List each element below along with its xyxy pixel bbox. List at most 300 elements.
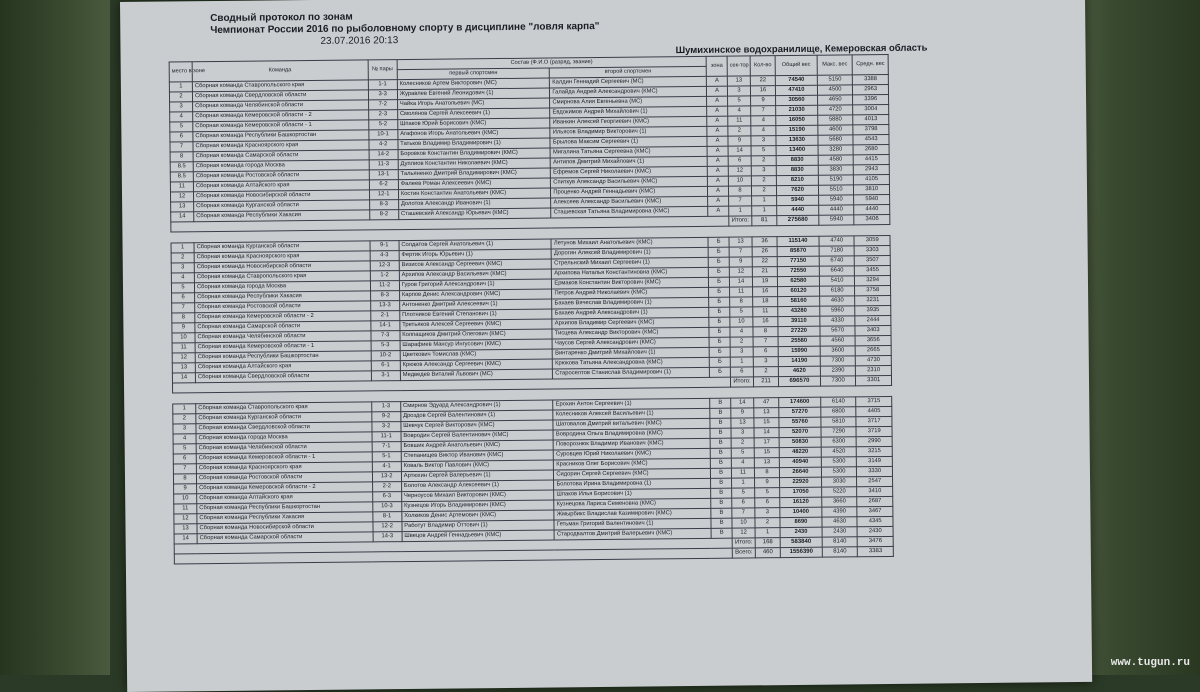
cell-team: Сборная команда Ростовской области xyxy=(193,170,369,182)
cell-first-athlete: Колесников Артем Викторович (МС) xyxy=(397,78,550,90)
cell-first-athlete: Степанищев Виктор Иванович (КМС) xyxy=(401,450,554,462)
cell-count: 7 xyxy=(753,337,778,347)
cell-second-athlete: Шатовалов Дмитрий витальевич (КМС) xyxy=(553,418,710,430)
cell-max-weight: 5680 xyxy=(818,135,854,145)
cell-first-athlete: Болотов Александр Алексеевич (1) xyxy=(401,480,554,492)
results-table xyxy=(169,54,894,565)
cell-max-weight: 5190 xyxy=(818,175,854,185)
cell-total-weight: 43280 xyxy=(778,306,820,316)
zone-total-avg: 3476 xyxy=(858,536,894,546)
cell-place: 10 xyxy=(174,494,197,504)
cell-second-athlete: Смирнова Алия Евгеньевна (МС) xyxy=(550,96,707,108)
cell-second-athlete: Бахаев Андрей Александрович (1) xyxy=(552,307,709,319)
cell-team: Сборная команда Ставропольского края xyxy=(192,80,368,92)
cell-place: 11 xyxy=(172,343,195,353)
cell-team: Сборная команда Красноярского края xyxy=(194,251,370,263)
cell-max-weight: 3030 xyxy=(821,477,857,487)
zone-total-max: 8140 xyxy=(822,537,858,547)
cell-avg-weight: 5940 xyxy=(854,194,890,204)
cell-first-athlete: Журавлев Евгений Леонидович (1) xyxy=(397,88,550,100)
cell-team: Сборная команда Ставропольского края xyxy=(194,271,370,283)
cell-avg-weight: 3507 xyxy=(855,255,891,265)
cell-count: 3 xyxy=(753,357,778,367)
cell-count: 16 xyxy=(753,317,778,327)
cell-sector: 6 xyxy=(728,156,751,166)
cell-zone: В xyxy=(710,408,731,418)
cell-count: 13 xyxy=(754,408,779,418)
cell-zone: А xyxy=(707,106,728,116)
cell-place: 12 xyxy=(170,192,193,202)
cell-first-athlete: Кузнецов Игорь Владимирович (КМС) xyxy=(402,500,555,512)
cell-sector: 10 xyxy=(730,317,753,327)
grand-total-max: 8140 xyxy=(822,547,858,557)
cell-second-athlete: Спиткув Александр Васильевич (КМС) xyxy=(551,176,708,188)
cell-avg-weight: 3455 xyxy=(855,265,891,275)
cell-pair: 10-3 xyxy=(372,502,401,512)
grand-total-avg: 3383 xyxy=(858,546,894,556)
cell-sector: 13 xyxy=(729,237,752,247)
cell-sector: 12 xyxy=(732,528,755,538)
cell-place: 7 xyxy=(170,142,193,152)
cell-first-athlete: Сташевский Александр Юрьевич (КМС) xyxy=(398,208,551,220)
cell-avg-weight: 2444 xyxy=(855,315,891,325)
cell-avg-weight: 3935 xyxy=(855,305,891,315)
cell-second-athlete: Староселтов Станислав Владимирович (1) xyxy=(553,367,710,379)
cell-count: 1 xyxy=(752,196,777,206)
cell-first-athlete: Тальяненко Дмитрий Владимирович (КМС) xyxy=(398,168,551,180)
cell-first-athlete: Плотников Евгений Степанович (1) xyxy=(400,309,553,321)
cell-avg-weight: 3715 xyxy=(856,396,892,406)
cell-place: 8.5 xyxy=(170,162,193,172)
cell-max-weight: 4740 xyxy=(819,236,855,246)
cell-second-athlete: Архипов Владимир Сергеевич (КМС) xyxy=(552,317,709,329)
cell-team: Сборная команда Челябинской области xyxy=(196,442,372,454)
cell-first-athlete: Шарафиев Мансур Ингусович (КМС) xyxy=(400,339,553,351)
cell-zone: А xyxy=(707,136,728,146)
cell-count: 1 xyxy=(752,206,777,216)
cell-max-weight: 7180 xyxy=(819,246,855,256)
cell-place: 13 xyxy=(172,363,195,373)
cell-max-weight: 4500 xyxy=(817,85,853,95)
cell-pair: 7-1 xyxy=(372,442,401,452)
cell-total-weight: 25580 xyxy=(778,336,820,346)
cell-pair: 8-3 xyxy=(369,200,398,210)
cell-place: 2 xyxy=(171,253,194,263)
cell-total-weight: 52070 xyxy=(779,427,821,437)
cell-max-weight: 3280 xyxy=(818,145,854,155)
cell-sector: 6 xyxy=(730,367,753,377)
cell-place: 8.5 xyxy=(170,172,193,182)
cell-first-athlete: Архипов Александр Васильевич (КМС) xyxy=(399,269,552,281)
cell-avg-weight: 2943 xyxy=(854,164,890,174)
col-total-weight: Общий вес xyxy=(775,55,817,75)
cell-avg-weight: 4013 xyxy=(853,114,889,124)
protocol-venue: Шумихинское водохранилище, Кемеровская область xyxy=(675,42,928,57)
cell-avg-weight: 3403 xyxy=(855,325,891,335)
cell-sector: 14 xyxy=(729,277,752,287)
cell-total-weight: 62580 xyxy=(777,276,819,286)
cell-count: 17 xyxy=(754,438,779,448)
cell-pair: 7-2 xyxy=(368,100,397,110)
cell-sector: 1 xyxy=(730,357,753,367)
cell-count: 2 xyxy=(755,518,780,528)
cell-total-weight: 2430 xyxy=(780,527,822,537)
cell-zone: Б xyxy=(708,267,729,277)
cell-avg-weight: 4440 xyxy=(854,204,890,214)
cell-sector: 9 xyxy=(731,408,754,418)
cell-pair: 8-2 xyxy=(369,210,398,220)
cell-avg-weight: 2310 xyxy=(856,365,892,375)
cell-pair: 11-1 xyxy=(372,432,401,442)
cell-count: 19 xyxy=(752,277,777,287)
col-sector: сек-тор xyxy=(727,56,750,76)
cell-team: Сборная команда Республики Хакасия xyxy=(194,210,370,222)
cell-total-weight: 15190 xyxy=(776,125,818,135)
zone-total-avg: 3406 xyxy=(854,214,890,224)
cell-sector: 6 xyxy=(732,498,755,508)
cell-team: Сборная команда Курганской области xyxy=(196,412,372,424)
cell-pair: 4-3 xyxy=(370,251,399,261)
cell-max-weight: 5510 xyxy=(818,185,854,195)
cell-place: 10 xyxy=(172,333,195,343)
cell-place: 2 xyxy=(173,414,196,424)
cell-zone: В xyxy=(710,428,731,438)
cell-total-weight: 14190 xyxy=(778,356,820,366)
cell-zone: В xyxy=(710,438,731,448)
cell-second-athlete: Сидорин Сергей Сергеевич (КМС) xyxy=(554,468,711,480)
cell-place: 3 xyxy=(170,102,193,112)
zone-total-avg: 3301 xyxy=(856,375,892,385)
cell-max-weight: 5300 xyxy=(821,467,857,477)
cell-count: 22 xyxy=(750,76,775,86)
cell-place: 13 xyxy=(174,524,197,534)
cell-sector: 10 xyxy=(732,518,755,528)
cell-place: 7 xyxy=(173,464,196,474)
cell-avg-weight: 3004 xyxy=(853,104,889,114)
cell-zone: А xyxy=(707,156,728,166)
cell-count: 6 xyxy=(755,498,780,508)
cell-max-weight: 4720 xyxy=(817,105,853,115)
cell-total-weight: 27220 xyxy=(778,326,820,336)
cell-count: 47 xyxy=(754,398,779,408)
cell-sector: 12 xyxy=(728,166,751,176)
cell-count: 36 xyxy=(752,237,777,247)
cell-team: Сборная команда Кемеровской области - 2 xyxy=(195,311,371,323)
cell-pair: 10-2 xyxy=(371,351,400,361)
cell-max-weight: 7290 xyxy=(821,427,857,437)
cell-first-athlete: Гуров Григорий Александрович (1) xyxy=(399,279,552,291)
cell-place: 12 xyxy=(172,353,195,363)
cell-pair: 3-2 xyxy=(371,422,400,432)
cell-pair: 2-3 xyxy=(368,110,397,120)
cell-max-weight: 5410 xyxy=(819,276,855,286)
cell-max-weight: 4630 xyxy=(822,517,858,527)
cell-place: 9 xyxy=(172,323,195,333)
cell-total-weight: 85870 xyxy=(777,246,819,256)
cell-first-athlete: Цветкович Томислав (КМС) xyxy=(400,349,553,361)
cell-pair: 9-1 xyxy=(370,241,399,251)
cell-zone: В xyxy=(711,508,732,518)
cell-zone: Б xyxy=(709,357,730,367)
cell-count: 8 xyxy=(753,327,778,337)
cell-sector: 7 xyxy=(729,247,752,257)
cell-place: 1 xyxy=(173,404,196,414)
cell-team: Сборная команда Алтайского края xyxy=(197,492,373,504)
cell-max-weight: 6180 xyxy=(819,286,855,296)
protocol-date: 23.07.2016 20:13 xyxy=(320,35,399,47)
cell-place: 4 xyxy=(173,434,196,444)
cell-place: 11 xyxy=(170,182,193,192)
cell-sector: 3 xyxy=(727,86,750,96)
cell-place: 12 xyxy=(174,514,197,524)
cell-team: Сборная команда Ростовской области xyxy=(196,472,372,484)
cell-total-weight: 8210 xyxy=(776,175,818,185)
cell-count: 16 xyxy=(753,287,778,297)
cell-place: 13 xyxy=(171,202,194,212)
cell-zone: Б xyxy=(709,307,730,317)
cell-total-weight: 15990 xyxy=(778,346,820,356)
cell-pair: 13-1 xyxy=(369,170,398,180)
cell-second-athlete: Колесников Алексей Васильевич (1) xyxy=(553,408,710,420)
cell-second-athlete: Мигалина Татьяна Сергеевна (КМС) xyxy=(550,146,707,158)
cell-avg-weight: 2547 xyxy=(857,476,893,486)
cell-count: 8 xyxy=(754,468,779,478)
cell-team: Сборная команда Алтайского края xyxy=(195,361,371,373)
cell-sector: 5 xyxy=(730,307,753,317)
cell-zone: Б xyxy=(708,237,729,247)
cell-second-athlete: Жмырбикс Владислав Казимирович (КМС) xyxy=(554,508,711,520)
cell-count: 2 xyxy=(751,186,776,196)
cell-zone: В xyxy=(711,528,732,538)
cell-team: Сборная команда Свердловской области xyxy=(195,371,371,383)
cell-avg-weight: 4405 xyxy=(856,406,892,416)
cell-zone: А xyxy=(707,96,728,106)
cell-avg-weight: 3388 xyxy=(853,74,889,84)
cell-team: Сборная команда Новосибирской области xyxy=(193,190,369,202)
cell-team: Сборная команда Новосибирской области xyxy=(194,261,370,273)
cell-avg-weight: 2665 xyxy=(856,345,892,355)
cell-place: 8 xyxy=(172,313,195,323)
col-avg-weight: Средн. вес xyxy=(852,54,888,74)
protocol-title: Сводный протокол по зонам xyxy=(210,11,353,25)
cell-first-athlete: Смолянов Сергей Алексеевич (1) xyxy=(397,108,550,120)
cell-first-athlete: Бовшик Андрей Анатольевич (КМС) xyxy=(401,440,554,452)
cell-first-athlete: Дроздов Сергей Валентинович (1) xyxy=(401,410,554,422)
cell-sector: 4 xyxy=(731,458,754,468)
col-team: Команда xyxy=(192,60,368,82)
cell-team: Сборная команда Самарской области xyxy=(195,321,371,333)
cell-team: Сборная команда Кемеровской области - 1 xyxy=(195,341,371,353)
protocol-header xyxy=(210,9,600,49)
cell-first-athlete: Колпащиков Дмитрий Олегович (КМС) xyxy=(400,329,553,341)
cell-zone: В xyxy=(710,458,731,468)
cell-count: 9 xyxy=(751,96,776,106)
cell-zone: В xyxy=(711,488,732,498)
cell-first-athlete: Агафонов Игорь Анатольевич (КМС) xyxy=(398,128,551,140)
col-pair: № пары xyxy=(368,60,397,80)
cell-zone: В xyxy=(710,448,731,458)
cell-place: 7 xyxy=(172,303,195,313)
cell-avg-weight: 4105 xyxy=(854,174,890,184)
cell-pair: 6-2 xyxy=(369,180,398,190)
cell-count: 4 xyxy=(751,126,776,136)
zone-total-count: 211 xyxy=(753,377,778,387)
cell-zone: А xyxy=(707,86,728,96)
cell-count: 1 xyxy=(755,528,780,538)
cell-second-athlete: Тисцева Александр Викторович (КМС) xyxy=(552,327,709,339)
cell-count: 22 xyxy=(752,257,777,267)
cell-team: Сборная команда Челябинской области xyxy=(193,100,369,112)
cell-count: 14 xyxy=(754,428,779,438)
cell-sector: 14 xyxy=(731,398,754,408)
cell-total-weight: 55760 xyxy=(779,417,821,427)
cell-max-weight: 4650 xyxy=(817,95,853,105)
cell-avg-weight: 2963 xyxy=(853,84,889,94)
cell-max-weight: 6640 xyxy=(819,266,855,276)
zone-total-label: Итого: xyxy=(729,216,752,226)
cell-count: 26 xyxy=(752,247,777,257)
cell-second-athlete: Стрельнский Михаил Сергеевич (1) xyxy=(552,257,709,269)
cell-sector: 7 xyxy=(729,196,752,206)
cell-total-weight: 8830 xyxy=(776,165,818,175)
cell-pair: 5-3 xyxy=(371,341,400,351)
cell-zone: В xyxy=(711,468,732,478)
cell-zone: А xyxy=(707,116,728,126)
cell-total-weight: 50830 xyxy=(779,437,821,447)
cell-team: Сборная команда Республики Башкортостан xyxy=(195,351,371,363)
cell-pair: 14-3 xyxy=(373,532,402,542)
cell-first-athlete: Татьков Владимир Владимирович (1) xyxy=(398,138,551,150)
cell-pair: 11-3 xyxy=(369,160,398,170)
cell-team: Сборная команда Самарской области xyxy=(197,532,373,544)
cell-sector: 13 xyxy=(727,76,750,86)
cell-first-athlete: Солдатов Сергей Анатольевич (1) xyxy=(399,239,552,251)
cell-pair: 9-2 xyxy=(371,412,400,422)
cell-sector: 11 xyxy=(728,116,751,126)
cell-sector: 3 xyxy=(730,347,753,357)
cell-max-weight: 6300 xyxy=(821,437,857,447)
cell-max-weight: 5670 xyxy=(820,326,856,336)
cell-max-weight: 6140 xyxy=(821,397,857,407)
cell-second-athlete: Дорогин Алексей Владимирович (1) xyxy=(551,247,708,259)
zone-total-count: 168 xyxy=(755,538,780,548)
cell-avg-weight: 3810 xyxy=(854,184,890,194)
col-max-weight: Макс. вес xyxy=(817,55,853,75)
cell-first-athlete: Медведев Виталий Львович (МС) xyxy=(400,369,553,381)
cell-total-weight: 8830 xyxy=(776,155,818,165)
cell-first-athlete: Артюхин Сергей Валерьевич (1) xyxy=(401,470,554,482)
cell-pair: 7-3 xyxy=(371,331,400,341)
cell-team: Сборная команда Кемеровской области - 2 xyxy=(197,482,373,494)
cell-count: 5 xyxy=(755,488,780,498)
cell-avg-weight: 3467 xyxy=(857,506,893,516)
cell-max-weight: 4520 xyxy=(821,447,857,457)
cell-first-athlete: Холкиков Денис Артемович (КМС) xyxy=(402,510,555,522)
cell-avg-weight: 3149 xyxy=(857,456,893,466)
cell-team: Сборная команда города Москва xyxy=(194,281,370,293)
cell-zone: А xyxy=(707,126,728,136)
cell-count: 11 xyxy=(753,307,778,317)
cell-first-athlete: Чайка Игорь Анатольевич (МС) xyxy=(397,98,550,110)
cell-avg-weight: 4415 xyxy=(854,154,890,164)
cell-pair: 13-3 xyxy=(370,301,399,311)
cell-avg-weight: 3231 xyxy=(855,295,891,305)
zone-total-count: 81 xyxy=(752,216,777,226)
cell-avg-weight: 3798 xyxy=(853,124,889,134)
cell-zone: Б xyxy=(708,247,729,257)
cell-count: 3 xyxy=(751,166,776,176)
cell-sector: 12 xyxy=(729,267,752,277)
cell-avg-weight: 3396 xyxy=(853,94,889,104)
grand-total-label: Всего: xyxy=(732,548,755,558)
cell-max-weight: 4440 xyxy=(819,205,855,215)
cell-pair: 12-1 xyxy=(369,190,398,200)
cell-place: 14 xyxy=(174,534,197,544)
cell-total-weight: 115140 xyxy=(777,236,819,246)
cell-count: 18 xyxy=(753,297,778,307)
cell-second-athlete: Красников Олег Борисович (КМС) xyxy=(554,458,711,470)
cell-sector: 5 xyxy=(731,448,754,458)
cell-team: Сборная команда Новосибирской области xyxy=(197,522,373,534)
cell-max-weight: 2390 xyxy=(820,366,856,376)
cell-team: Сборная команда Кемеровской области - 2 xyxy=(193,110,369,122)
cell-max-weight: 5960 xyxy=(820,306,856,316)
cell-first-athlete: Боровков Константин Владимирович (КМС) xyxy=(398,148,551,160)
cell-sector: 5 xyxy=(732,488,755,498)
cell-second-athlete: Ермаков Константин Викторович (КМС) xyxy=(552,277,709,289)
cell-pair: 12-2 xyxy=(373,522,402,532)
cell-place: 9 xyxy=(174,484,197,494)
cell-team: Сборная команда Свердловской области xyxy=(196,422,372,434)
cell-count: 2 xyxy=(753,367,778,377)
cell-second-athlete: Летунов Михаил Анатольевич (КМС) xyxy=(551,237,708,249)
cell-zone: Б xyxy=(709,337,730,347)
watermark-text: www.tugun.ru xyxy=(1110,657,1190,669)
cell-team: Сборная команда Красноярского края xyxy=(196,462,372,474)
col-place: место в зоне xyxy=(169,62,192,82)
cell-first-athlete: Карпов Денис Александрович (КМС) xyxy=(399,289,552,301)
cell-place: 14 xyxy=(171,212,194,222)
cell-max-weight: 7300 xyxy=(820,356,856,366)
cell-avg-weight: 4543 xyxy=(853,134,889,144)
cell-pair: 1-3 xyxy=(371,402,400,412)
cell-place: 6 xyxy=(173,454,196,464)
cell-second-athlete: Гетьман Григорий Валентинович (1) xyxy=(554,518,711,530)
cell-second-athlete: Проценко Андрей Геннадьевич (КМС) xyxy=(551,186,708,198)
cell-place: 4 xyxy=(171,273,194,283)
cell-first-athlete: Шевчук Сергей Викторович (КМС) xyxy=(401,420,554,432)
cell-max-weight: 5810 xyxy=(821,417,857,427)
cell-sector: 7 xyxy=(732,508,755,518)
cell-place: 3 xyxy=(173,424,196,434)
cell-first-athlete: Шпаков Юрий Борисович (КМС) xyxy=(398,118,551,130)
cell-max-weight: 4580 xyxy=(818,155,854,165)
cell-place: 5 xyxy=(170,122,193,132)
cell-second-athlete: Чаусов Сергей Александрович (КМС) xyxy=(552,337,709,349)
cell-second-athlete: Евдокимов Андрей Михайлович (1) xyxy=(550,106,707,118)
cell-team: Сборная команда Республики Хакасия xyxy=(195,291,371,303)
cell-second-athlete: Сташевская Татьяна Владимировна (КМС) xyxy=(551,206,708,218)
cell-first-athlete: Фертик Игорь Юрьевич (1) xyxy=(399,249,552,261)
cell-zone: Б xyxy=(709,297,730,307)
cell-second-athlete: Бахаев Вячеслав Владимирович (1) xyxy=(552,297,709,309)
cell-first-athlete: Визисов Александр Сергеевич (КМС) xyxy=(399,259,552,271)
cell-team: Сборная команда Красноярского края xyxy=(193,140,369,152)
cell-total-weight: 16120 xyxy=(780,497,822,507)
cell-max-weight: 3660 xyxy=(822,497,858,507)
cell-avg-weight: 4730 xyxy=(856,355,892,365)
cell-team: Сборная команда Челябинской области xyxy=(195,331,371,343)
